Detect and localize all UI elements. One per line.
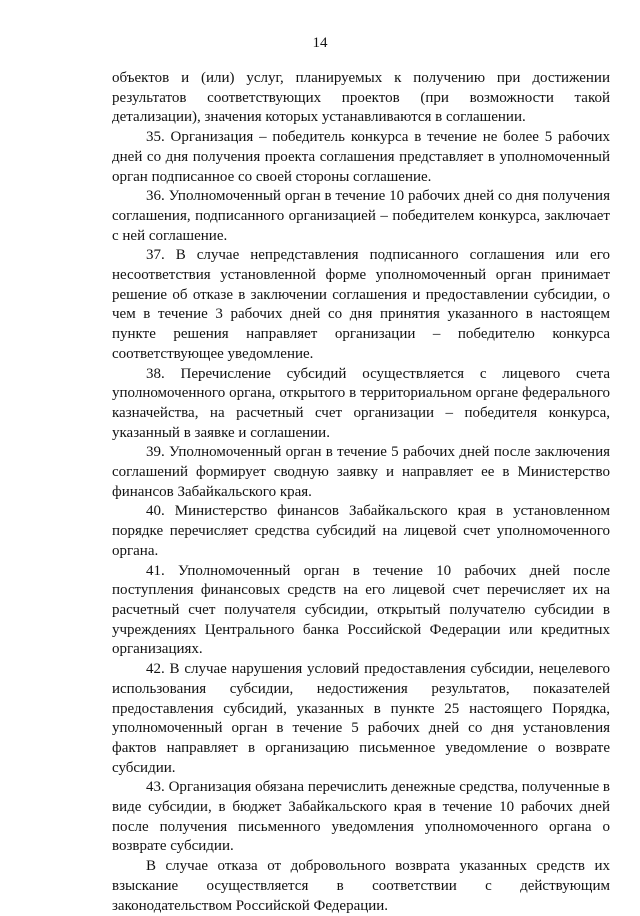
paragraph: В случае отказа от добровольного возврата указанных средств их взыскание осуществляется в соответствии с действующим законодательством Российской Федерации. [112,858,610,914]
paragraph: 41. Уполномоченный орган в течение 10 рабочих дней после поступления финансовых средств на его лицевой счет перечисляет их на расчетный счет получателя субсидии, открытый получателю субсидии в учреждениях Центрального банка Российской Федерации или кредитных организациях. [112,562,610,658]
page-number: 14 [312,35,328,51]
paragraph: 40. Министерство финансов Забайкальского края в установленном порядке перечисляет средства субсидий на лицевой счет уполномоченного органа. [112,503,610,559]
paragraph: 36. Уполномоченный орган в течение 10 рабочих дней со дня получения соглашения, подписанного организацией – победителем конкурса, заключает с ней соглашение. [112,188,610,244]
paragraph: 39. Уполномоченный орган в течение 5 рабочих дней после заключения соглашений формирует сводную заявку и направляет ее в Министерство финансов Забайкальского края. [112,444,610,500]
paragraph: 43. Организация обязана перечислить денежные средства, полученные в виде субсидии, в бюджет Забайкальского края в течение 10 рабочих дней после получения письменного уведомления уполномоченного органа о возврате субсидии. [112,779,610,855]
paragraph: 37. В случае непредставления подписанного соглашения или его несоответствия установленной форме уполномоченный орган принимает решение об отказе в заключении соглашения и предоставлении субсидии, о чем в течение 3 рабочих дней со дня принятия указанного в настоящем пункте решения направляет организации – победителю конкурса соответствующее уведомление. [112,247,610,362]
document-body [112,69,610,916]
paragraph: 42. В случае нарушения условий предоставления субсидии, нецелевого использования субсидии, недостижения результатов, показателей предоставления субсидий, указанных в пункте 25 настоящего Порядка, уполномоченный орган в течение 5 рабочих дней со дня установления фактов направляет в организацию письменное уведомление о возврате субсидии. [112,661,610,776]
paragraph: 35. Организация – победитель конкурса в течение не более 5 рабочих дней со дня получения проекта соглашения представляет в уполномоченный орган подписанное со своей стороны соглашение. [112,129,610,185]
paragraph: 38. Перечисление субсидий осуществляется с лицевого счета уполномоченного органа, открытого в территориальном органе федерального казначейства, на расчетный счет организации – победителя конкурса, указанный в заявке и соглашении. [112,365,610,441]
paragraph: объектов и (или) услуг, планируемых к получению при достижении результатов соответствующих проектов (при возможности такой детализации), значения которых устанавливаются в соглашении. [112,70,610,126]
